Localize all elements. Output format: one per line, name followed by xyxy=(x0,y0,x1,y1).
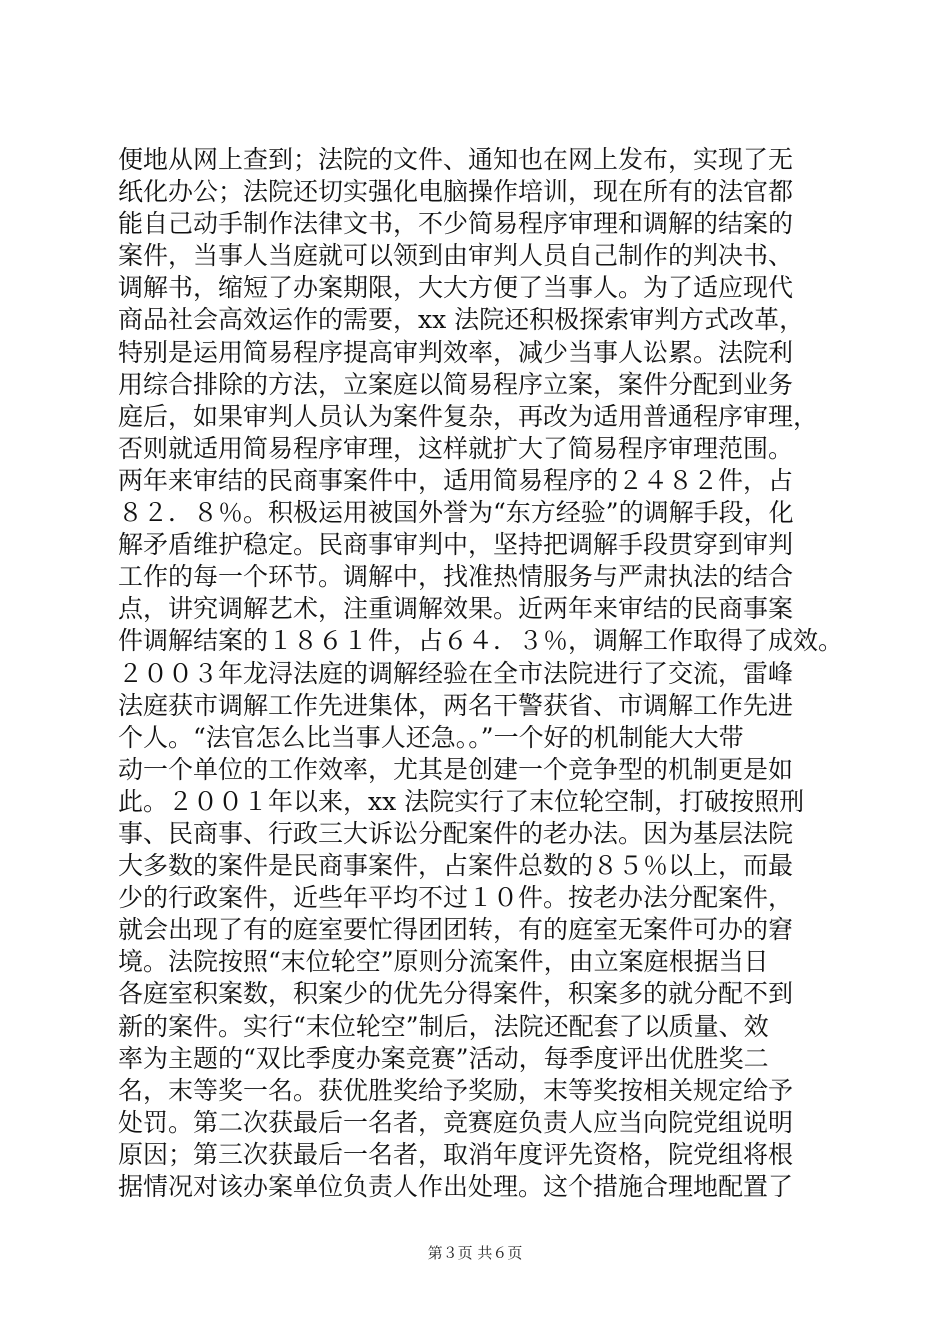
text-line: 此。２００１年以来，xx 法院实行了末位轮空制，打破按照刑 xyxy=(118,786,805,816)
text-line: 境。法院按照“末位轮空”原则分流案件，由立案庭根据当日 xyxy=(118,947,769,977)
text-line: 事、民商事、行政三大诉讼分配案件的老办法。因为基层法院 xyxy=(118,818,794,848)
text-line: 便地从网上查到；法院的文件、通知也在网上发布，实现了无 xyxy=(118,145,794,174)
text-line: 解矛盾维护稳定。民商事审判中，坚持把调解手段贯穿到审判 xyxy=(118,530,794,560)
text-line: 原因；第三次获最后一名者，取消年度评先资格，院党组将根 xyxy=(118,1139,794,1169)
text-line: 少的行政案件，近些年平均不过１０件。按老办法分配案件， xyxy=(118,883,794,913)
text-line: 率为主题的“双比季度办案竞赛”活动，每季度评出优胜奖二 xyxy=(118,1043,769,1073)
page-footer: 第３页 共６页 xyxy=(427,1244,523,1262)
body-paragraph xyxy=(118,144,858,1203)
text-line: 个人。“法官怎么比当事人还急。。”一个好的机制能大大带 xyxy=(118,722,744,752)
text-line: 各庭室积案数，积案少的优先分得案件，积案多的就分配不到 xyxy=(118,979,794,1009)
text-line: 处罚。第二次获最后一名者，竞赛庭负责人应当向院党组说明 xyxy=(118,1107,794,1137)
text-line: 用综合排除的方法，立案庭以简易程序立案，案件分配到业务 xyxy=(118,369,794,399)
text-line: 新的案件。实行“末位轮空”制后，法院还配套了以质量、效 xyxy=(118,1011,769,1041)
text-line: 就会出现了有的庭室要忙得团团转，有的庭室无案件可办的窘 xyxy=(118,915,794,945)
text-line: 商品社会高效运作的需要，xx 法院还积极探索审判方式改革， xyxy=(118,305,805,335)
text-line: 法庭获市调解工作先进集体，两名干警获省、市调解工作先进 xyxy=(118,690,794,720)
text-line: 案件，当事人当庭就可以领到由审判人员自己制作的判决书、 xyxy=(118,241,794,271)
text-line: 工作的每一个环节。调解中，找准热情服务与严肃执法的结合 xyxy=(118,562,794,592)
text-line: 否则就适用简易程序审理，这样就扩大了简易程序审理范围。 xyxy=(118,433,794,463)
text-line: 纸化办公；法院还切实强化电脑操作培训，现在所有的法官都 xyxy=(118,177,794,207)
text-line: 特别是运用简易程序提高审判效率，减少当事人讼累。法院利 xyxy=(118,337,794,367)
text-line: 能自己动手制作法律文书，不少简易程序审理和调解的结案的 xyxy=(118,209,794,239)
text-line: 庭后，如果审判人员认为案件复杂，再改为适用普通程序审理， xyxy=(118,401,819,431)
text-line: 大多数的案件是民商事案件，占案件总数的８５％以上，而最 xyxy=(118,851,794,881)
text-line: 件调解结案的１８６１件，占６４．３％，调解工作取得了成效。 xyxy=(118,626,844,656)
text-line: 两年来审结的民商事案件中，适用简易程序的２４８２件，占 xyxy=(118,465,794,495)
text-line: 点，讲究调解艺术，注重调解效果。近两年来审结的民商事案 xyxy=(118,594,794,624)
text-line: 据情况对该办案单位负责人作出处理。这个措施合理地配置了 xyxy=(118,1172,794,1201)
text-line: 名，末等奖一名。获优胜奖给予奖励，末等奖按相关规定给予 xyxy=(118,1075,794,1105)
text-line: 动一个单位的工作效率，尤其是创建一个竞争型的机制更是如 xyxy=(118,754,794,784)
text-line: 调解书，缩短了办案期限，大大方便了当事人。为了适应现代 xyxy=(118,273,794,303)
text-line: ２００３年龙浔法庭的调解经验在全市法院进行了交流，雷峰 xyxy=(118,658,794,688)
text-line: ８２．８％。积极运用被国外誉为“东方经验”的调解手段，化 xyxy=(118,498,794,528)
